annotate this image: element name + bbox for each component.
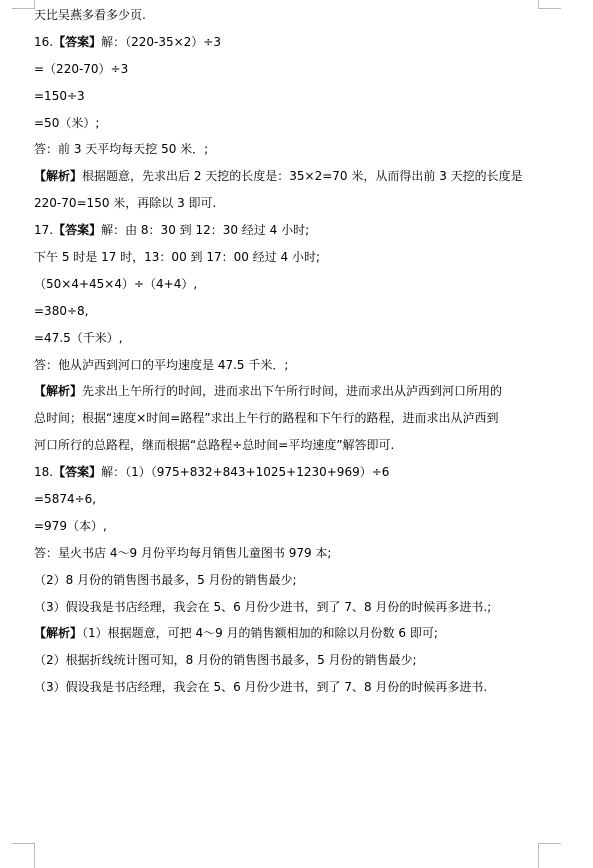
line-text: =47.5（千米）,: [34, 330, 123, 345]
line-text: 下午 5 时是 17 时，13：00 到 17：00 经过 4 小时;: [34, 250, 320, 265]
answer-line: [34, 222, 554, 238]
analysis-tag: 【解析】: [34, 384, 83, 399]
text-line: [34, 303, 554, 319]
text-line: [34, 115, 554, 131]
line-text: 解：由 8：30 到 12：30 经过 4 小时;: [101, 223, 310, 238]
text-line: [34, 7, 554, 23]
line-text: （2）8 月份的销售图书最多，5 月份的销售最少;: [34, 572, 297, 587]
text-line: [34, 410, 554, 426]
text-line: [34, 276, 554, 292]
line-text: 解：（1）（975+832+843+1025+1230+969）÷6: [101, 465, 390, 480]
text-line: [34, 61, 554, 77]
corner-mark-top-left: [12, 0, 35, 9]
answer-tag: 【答案】: [53, 223, 102, 238]
line-text: 答：前 3 天平均每天挖 50 米．;: [34, 142, 209, 157]
line-text: 答：他从泸西到河口的平均速度是 47.5 千米．;: [34, 357, 289, 372]
question-number: 16.: [34, 34, 54, 49]
analysis-tag: 【解析】: [34, 169, 83, 184]
line-text: =5874÷6,: [34, 492, 97, 507]
text-line: [34, 88, 554, 104]
line-text: 天比吴燕多看多少页.: [34, 8, 146, 22]
text-line: [34, 518, 554, 534]
line-text: 解：（220-35×2）÷3: [101, 34, 221, 49]
line-text: （3）假设我是书店经理，我会在 5、6 月份少进书，到了 7、8 月份的时候再多进书.: [34, 680, 488, 695]
analysis-line: [34, 383, 554, 399]
line-text: 河口所行的总路程，继而根据“总路程÷总时间=平均速度”解答即可.: [34, 438, 395, 453]
text-line: [34, 679, 554, 695]
line-text: =50（米）;: [34, 115, 100, 130]
analysis-line: [34, 625, 554, 641]
line-text: =380÷8,: [34, 303, 89, 318]
line-text: （50×4+45×4）÷（4+4）,: [34, 276, 198, 291]
line-text: 220-70=150 米，再除以 3 即可.: [34, 196, 217, 211]
line-text: 根据题意，先求出后 2 天挖的长度是：35×2=70 米，从而得出前 3 天挖的长度是: [82, 169, 523, 184]
answer-line: [34, 34, 554, 50]
line-text: =979（本）,: [34, 518, 107, 533]
line-text: 答：星火书店 4～9 月份平均每月销售儿童图书 979 本;: [34, 545, 332, 560]
corner-mark-bottom-left: [12, 843, 35, 868]
line-text: =（220-70）÷3: [34, 61, 129, 76]
line-text: （3）假设我是书店经理，我会在 5、6 月份少进书，到了 7、8 月份的时候再多进书.;: [34, 599, 492, 614]
line-text: 总时间；根据“速度×时间=路程”求出上午行的路程和下午行的路程，进而求出从泸西到: [34, 411, 499, 426]
text-line: [34, 141, 554, 157]
document-body: [34, 7, 554, 706]
line-text: =150÷3: [34, 88, 85, 103]
analysis-line: [34, 168, 554, 184]
answer-line: [34, 464, 554, 480]
text-line: [34, 195, 554, 211]
text-line: [34, 599, 554, 615]
text-line: [34, 249, 554, 265]
text-line: [34, 652, 554, 668]
text-line: [34, 491, 554, 507]
text-line: [34, 437, 554, 453]
text-line: [34, 572, 554, 588]
analysis-tag: 【解析】: [34, 626, 83, 641]
question-number: 17.: [34, 223, 54, 238]
line-text: （1）根据题意，可把 4～9 月的销售额相加的和除以月份数 6 即可;: [82, 626, 438, 641]
text-line: [34, 357, 554, 373]
text-line: [34, 545, 554, 561]
text-line: [34, 330, 554, 346]
corner-mark-bottom-right: [538, 843, 561, 868]
question-number: 18.: [34, 465, 54, 480]
answer-tag: 【答案】: [53, 34, 102, 49]
answer-tag: 【答案】: [53, 465, 102, 480]
line-text: （2）根据折线统计图可知，8 月份的销售图书最多，5 月份的销售最少;: [34, 653, 417, 668]
line-text: 先求出上午所行的时间，进而求出下午所行时间，进而求出从泸西到河口所用的: [82, 384, 503, 399]
